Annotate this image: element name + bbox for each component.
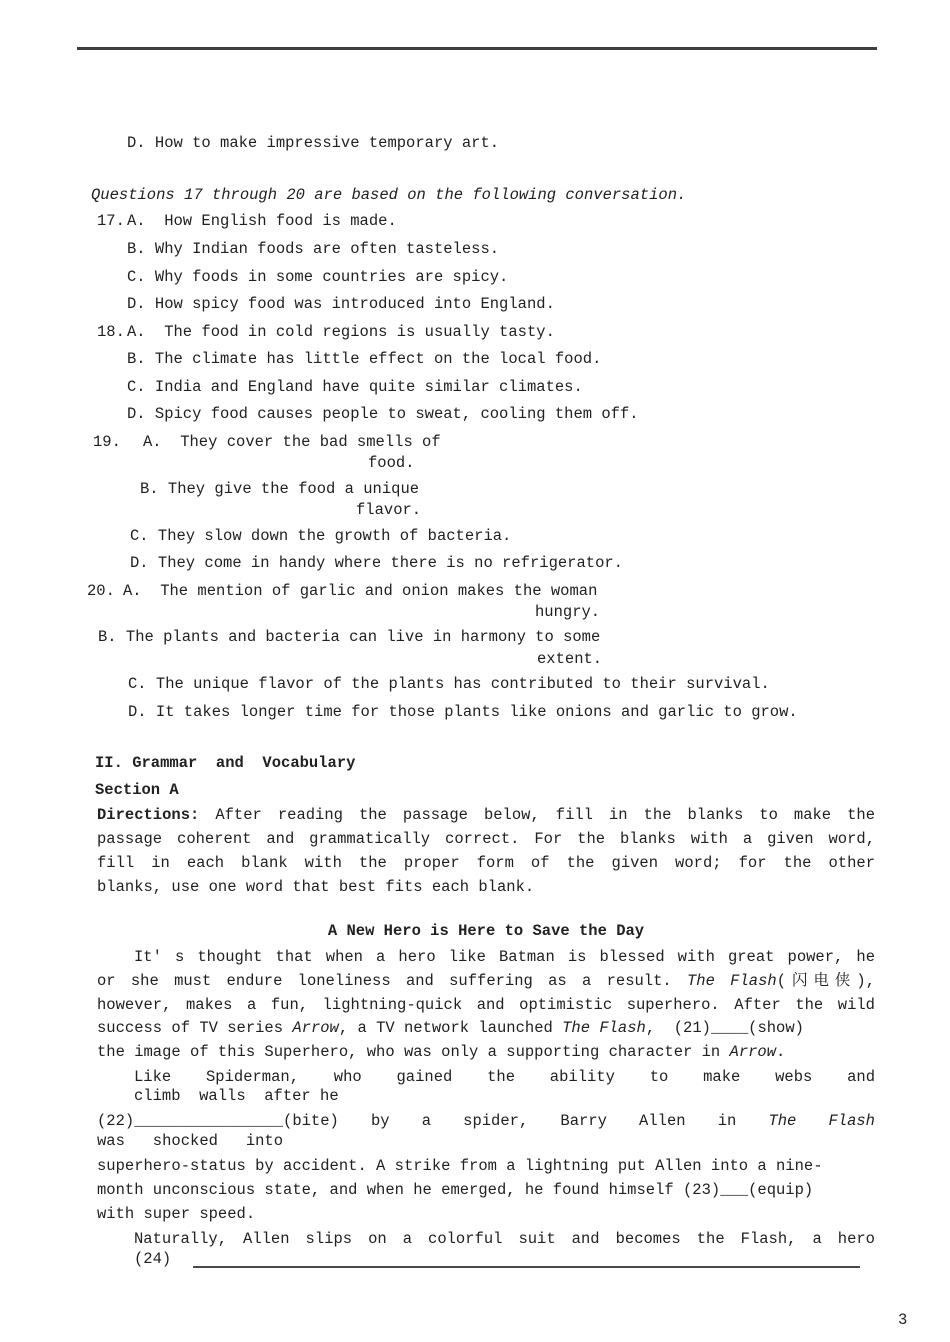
p1-l4-text-a: success of TV series — [97, 1019, 293, 1037]
page-number: 3 — [898, 1311, 908, 1329]
option-17-d: D. How spicy food was introduced into England. — [127, 295, 555, 313]
option-18-a: A. The food in cold regions is usually tasty. — [127, 323, 555, 341]
option-19-b-wrap: flavor. — [356, 501, 422, 519]
option-20-a-wrap: hungry. — [535, 603, 601, 621]
option-19-a-wrap: food. — [368, 454, 415, 472]
option-17-a: A. How English food is made. — [127, 212, 397, 230]
p1-l5-text: the image of this Superhero, who was only a supporting character in — [97, 1043, 730, 1061]
passage-p2-line-3 — [97, 1111, 875, 1131]
question-number-18: 18. — [97, 323, 125, 341]
passage-p1-line-4 — [97, 1018, 804, 1038]
passage-title: A New Hero is Here to Save the Day — [327, 922, 645, 940]
listening-intro: Questions 17 through 20 are based on the following conversation. — [91, 186, 687, 204]
option-20-b-wrap: extent. — [537, 650, 603, 668]
directions-line-1 — [97, 805, 875, 825]
subsection-heading: Section A — [95, 781, 179, 799]
passage-p2-line-5: superhero-status by accident. A strike from a lightning put Allen into a nine- — [97, 1157, 823, 1175]
option-20-d: D. It takes longer time for those plants like onions and garlic to grow. — [128, 703, 798, 721]
passage-p1-line-1: It' s thought that when a hero like Batman is blessed with great power, he — [134, 948, 875, 966]
header-rule — [77, 47, 877, 50]
p1-l2-text: or she must endure loneliness and suffering as a result. — [97, 972, 687, 990]
option-19-d: D. They come in handy where there is no refrigerator. — [130, 554, 623, 572]
blank-21: , (21)____(show) — [645, 1019, 804, 1037]
passage-p1-line-3: however, makes a fun, lightning-quick and optimistic superhero. After the wild — [97, 996, 875, 1014]
option-16-d: D. How to make impressive temporary art. — [127, 134, 500, 152]
p1-l5-period: . — [776, 1043, 786, 1061]
directions-line-2: passage coherent and grammatically correct. For the blanks with a given word, — [97, 830, 875, 848]
directions-text-1: After reading the passage below, fill in the blanks to make the — [199, 806, 875, 824]
blank-24-label: (24) — [134, 1250, 172, 1268]
question-number-19: 19. — [93, 433, 121, 451]
passage-p1-line-5 — [97, 1042, 785, 1062]
option-17-b: B. Why Indian foods are often tasteless. — [127, 240, 500, 258]
option-19-a: A. They cover the bad smells of — [143, 433, 441, 451]
title-arrow-2: Arrow — [729, 1043, 777, 1061]
answer-blank-24 — [193, 1250, 860, 1268]
passage-p1-line-2 — [97, 971, 875, 991]
passage-p2-line-6: month unconscious state, and when he emerged, he found himself (23)___(equip) — [97, 1181, 814, 1199]
title-arrow: Arrow — [292, 1019, 339, 1037]
option-17-c: C. Why foods in some countries are spicy. — [127, 268, 509, 286]
question-number-17: 17. — [97, 212, 125, 230]
option-18-b: B. The climate has little effect on the local food. — [127, 350, 602, 368]
directions-line-4: blanks, use one word that best fits each blank. — [97, 878, 535, 896]
passage-p2-line-2: climb walls after he — [134, 1087, 339, 1105]
directions-line-3: fill in each blank with the proper form of the given word; for the other — [97, 854, 875, 872]
option-20-c: C. The unique flavor of the plants has contributed to their survival. — [128, 675, 770, 693]
passage-p3-line-1: Naturally, Allen slips on a colorful suit and becomes the Flash, a hero — [134, 1230, 875, 1248]
option-20-b: B. The plants and bacteria can live in harmony to some — [98, 628, 601, 646]
title-the-flash-2: The Flash — [562, 1019, 646, 1037]
title-the-flash: The Flash — [686, 972, 777, 990]
section-heading: II. Grammar and Vocabulary — [95, 754, 356, 772]
p1-l4-text-b: , a TV network launched — [338, 1019, 563, 1037]
option-20-a: A. The mention of garlic and onion makes the woman — [123, 582, 598, 600]
blank-22: (22)________________(bite) by a spider, Barry Allen in — [97, 1112, 769, 1130]
option-19-b: B. They give the food a unique — [140, 480, 420, 498]
directions-label: Directions: — [97, 806, 200, 824]
passage-p2-line-1: Like Spiderman, who gained the ability to make webs and — [134, 1068, 875, 1086]
p1-l2-cjk: (闪电侠), — [776, 972, 876, 990]
passage-p2-line-7: with super speed. — [97, 1205, 256, 1223]
option-19-c: C. They slow down the growth of bacteria. — [130, 527, 512, 545]
question-number-20: 20. — [87, 582, 115, 600]
passage-p2-line-4: was shocked into — [97, 1132, 284, 1150]
option-18-c: C. India and England have quite similar climates. — [127, 378, 583, 396]
option-18-d: D. Spicy food causes people to sweat, cooling them off. — [127, 405, 639, 423]
title-the-flash-3: The Flash — [768, 1112, 875, 1130]
